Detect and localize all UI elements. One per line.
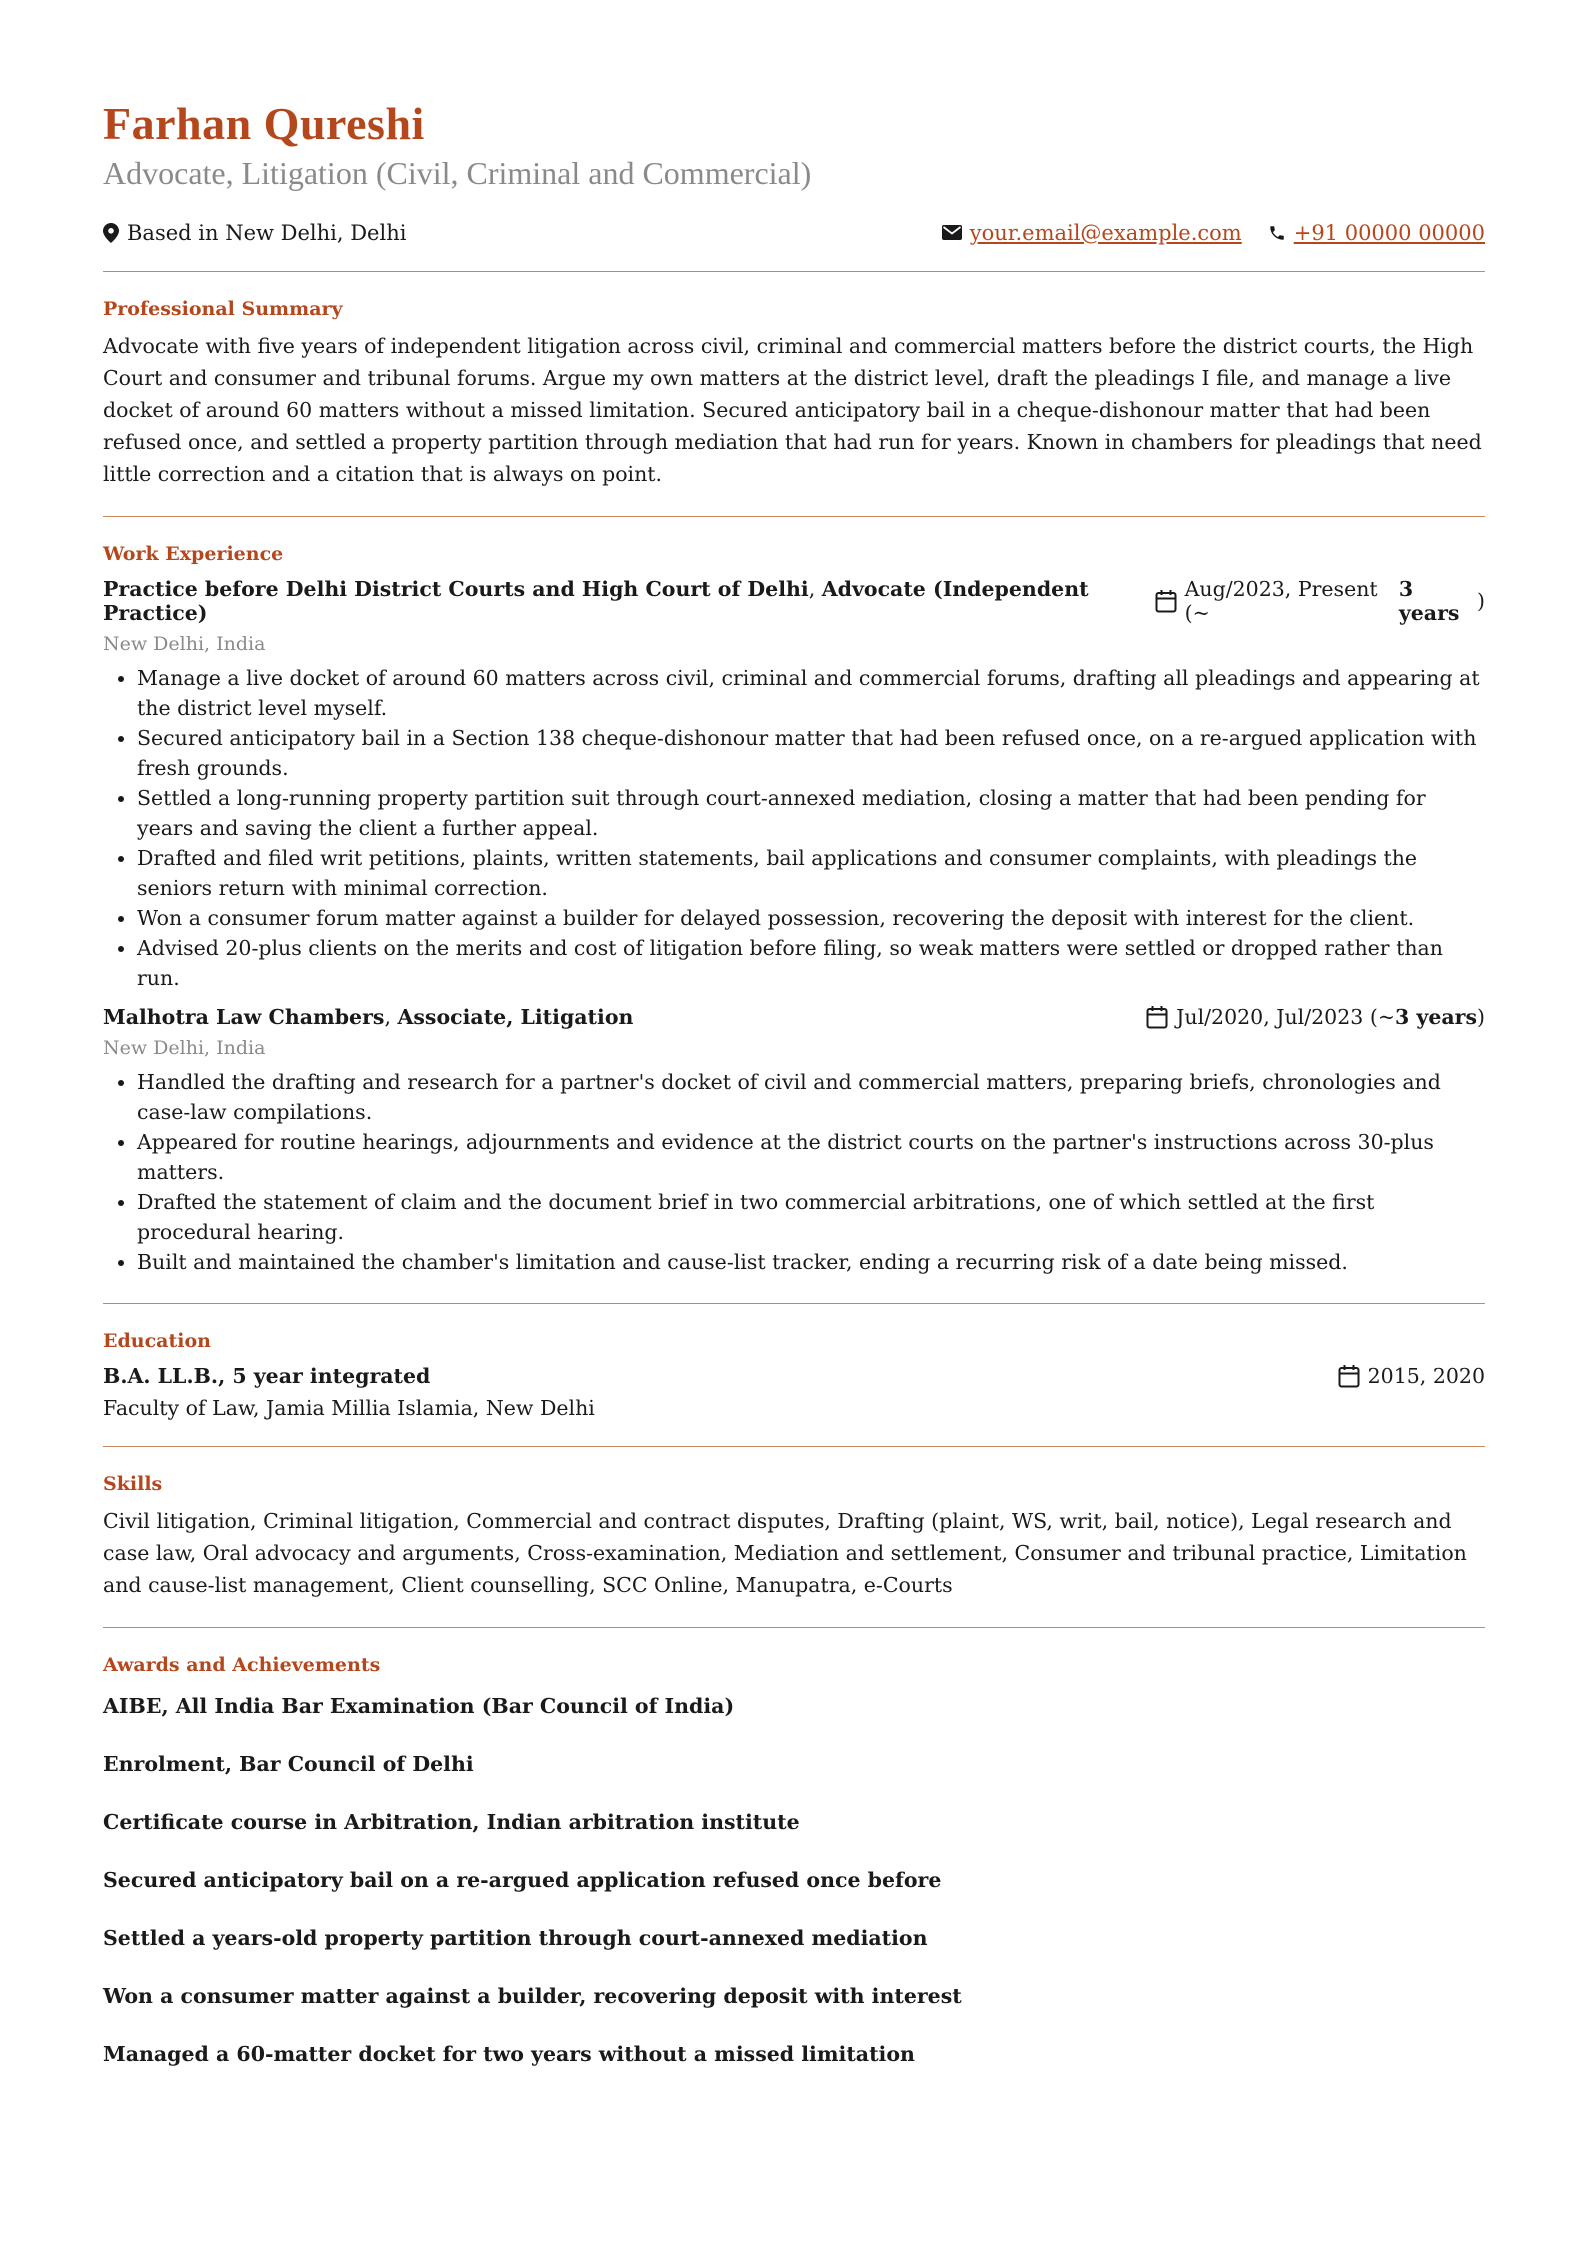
candidate-role: Advocate, Litigation (Civil, Criminal and Commercial) bbox=[103, 154, 812, 191]
awards-heading: Awards and Achievements bbox=[103, 1653, 381, 1676]
list-item: • Advised 20-plus clients on the merits and cost of litigation before filing, so weak matters were settled or dropped rather than run. bbox=[137, 933, 1485, 993]
divider bbox=[103, 516, 1485, 517]
list-item: • Won a consumer forum matter against a builder for delayed possession, recovering the deposit with interest for the client. bbox=[137, 903, 1485, 933]
job-dates: Jul/2020, Jul/2023 (~ 3 years ) bbox=[1146, 1005, 1485, 1029]
award-item: Managed a 60-matter docket for two years without a missed limitation bbox=[103, 2041, 915, 2066]
award-item: Certificate course in Arbitration, Indian arbitration institute bbox=[103, 1809, 800, 1834]
list-item: • Handled the drafting and research for a partner's docket of civil and commercial matters, preparing briefs, chronologies and case-law compilations. bbox=[137, 1067, 1485, 1127]
award-item: Enrolment, Bar Council of Delhi bbox=[103, 1751, 474, 1776]
award-item: AIBE, All India Bar Examination (Bar Council of India) bbox=[103, 1693, 735, 1718]
job-entry bbox=[103, 577, 1485, 993]
skills-heading: Skills bbox=[103, 1472, 163, 1495]
summary-text: Advocate with five years of independent litigation across civil, criminal and commercial matters before the district courts, the High Court and consumer and tribunal forums. Argue my own matters at the district level, draft the pleadings I file, and manage a live docket of around 60 matters without a missed limitation. Secured anticipatory bail in a cheque-dishonour matter that had been refused once, and settled a property partition through mediation that had run for years. Known in chambers for pleadings that need little correction and a citation that is always on point. bbox=[103, 333, 1482, 486]
divider bbox=[103, 1446, 1485, 1447]
list-item: • Built and maintained the chamber's limitation and cause-list tracker, ending a recurring risk of a date being missed. bbox=[137, 1247, 1485, 1277]
education-heading: Education bbox=[103, 1329, 211, 1352]
award-item: Secured anticipatory bail on a re-argued application refused once before bbox=[103, 1867, 942, 1892]
mail-icon bbox=[942, 225, 962, 240]
list-item: • Drafted and filed writ petitions, plaints, written statements, bail applications and consumer complaints, with pleadings the seniors return with minimal correction. bbox=[137, 843, 1485, 903]
job-bullets bbox=[103, 1067, 1485, 1277]
job-bullets bbox=[103, 663, 1485, 993]
job-title: Malhotra Law Chambers, Associate, Litigation bbox=[103, 1004, 634, 1029]
job-title: Practice before Delhi District Courts and High Court of Delhi, Advocate (Independent Practice) bbox=[103, 576, 1089, 625]
job-entry bbox=[103, 1005, 1485, 1277]
summary-heading: Professional Summary bbox=[103, 297, 343, 320]
award-item: Settled a years-old property partition through court-annexed mediation bbox=[103, 1925, 928, 1950]
list-item: • Settled a long-running property partition suit through court-annexed mediation, closing a matter that had been pending for years and saving the client a further appeal. bbox=[137, 783, 1485, 843]
phone-link[interactable]: +91 00000 00000 bbox=[1293, 220, 1485, 245]
list-item: • Drafted the statement of claim and the document brief in two commercial arbitrations, one of which settled at the first procedural hearing. bbox=[137, 1187, 1485, 1247]
divider bbox=[103, 271, 1485, 272]
skills-text: Civil litigation, Criminal litigation, Commercial and contract disputes, Drafting (plaint, WS, writ, bail, notice), Legal research and case law, Oral advocacy and arguments, Cross-examination, Mediation and settlement, Consumer and tribunal practice, Limitation and cause-list management, Client counselling, SCC Online, Manupatra, e-Courts bbox=[103, 1508, 1467, 1597]
job-location: New Delhi, India bbox=[103, 1036, 266, 1059]
location-pin-icon bbox=[103, 223, 119, 243]
contact-bar bbox=[103, 221, 1485, 245]
location-text: Based in New Delhi, Delhi bbox=[127, 220, 407, 245]
experience-heading: Work Experience bbox=[103, 542, 284, 565]
awards-list bbox=[103, 1694, 1485, 2066]
location bbox=[103, 221, 406, 245]
calendar-icon bbox=[1146, 1005, 1168, 1029]
divider bbox=[103, 1303, 1485, 1304]
email-link[interactable]: your.email@example.com bbox=[969, 220, 1242, 245]
candidate-name: Farhan Qureshi bbox=[103, 98, 425, 149]
list-item: • Manage a live docket of around 60 matters across civil, criminal and commercial forums, drafting all pleadings and appearing at the district level myself. bbox=[137, 663, 1485, 723]
list-item: • Secured anticipatory bail in a Section 138 cheque-dishonour matter that had been refused once, on a re-argued application with fresh grounds. bbox=[137, 723, 1485, 783]
calendar-icon bbox=[1155, 589, 1177, 613]
degree: B.A. LL.B., 5 year integrated bbox=[103, 1363, 431, 1388]
job-dates: Aug/2023, Present (~ 3 years ) bbox=[1155, 577, 1485, 625]
phone-contact bbox=[1268, 221, 1485, 245]
divider bbox=[103, 1627, 1485, 1628]
list-item: • Appeared for routine hearings, adjournments and evidence at the district courts on the partner's instructions across 30-plus matters. bbox=[137, 1127, 1485, 1187]
phone-icon bbox=[1268, 224, 1286, 242]
calendar-icon bbox=[1338, 1364, 1360, 1388]
education-dates: 2015, 2020 bbox=[1338, 1364, 1485, 1388]
award-item: Won a consumer matter against a builder, recovering deposit with interest bbox=[103, 1983, 962, 2008]
email-contact bbox=[942, 221, 1242, 245]
institution: Faculty of Law, Jamia Millia Islamia, New Delhi bbox=[103, 1395, 595, 1420]
job-location: New Delhi, India bbox=[103, 632, 266, 655]
